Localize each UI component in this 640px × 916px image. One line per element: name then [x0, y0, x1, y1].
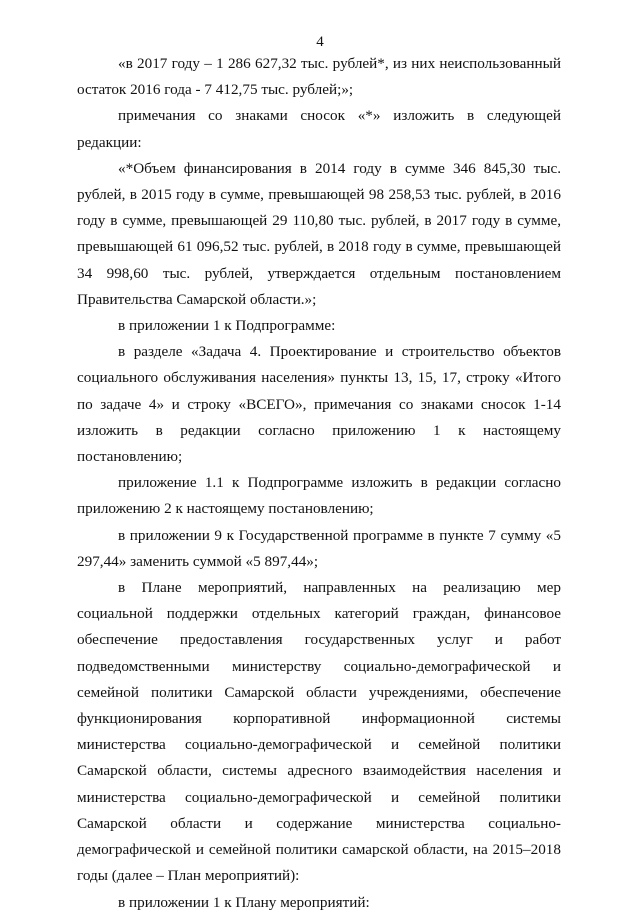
- paragraph-task-4-section: в разделе «Задача 4. Проектирование и строительство объектов социального обслуживания населения» пункты 13, 15, 17, строку «Итого по задаче 4» и строку «ВСЕГО», примечания со знаками сносок 1-14 изложить в редакции согласно приложению 1 к настоящему постановлению;: [77, 343, 561, 466]
- paragraph-appendix-1-1: приложение 1.1 к Подпрограмме изложить в редакции согласно приложению 2 к настоящему постановлению;: [77, 474, 561, 518]
- paragraph-footnote-notes: примечания со знаками сносок «*» изложить в следующей редакции:: [77, 107, 561, 151]
- paragraph-footnote-text: «*Объем финансирования в 2014 году в сумме 346 845,30 тыс. рублей, в 2015 году в сумме, превышающей 98 258,53 тыс. рублей, в 2016 году в сумме, превышающей 29 110,80 тыс. рублей, в 2017 году в сумме, превышающей 61 096,52 тыс. рублей, в 2018 году в сумме, превышающей 34 998,60 тыс. рублей, утверждается отдельным постановлением Правительства Самарской области.»;: [77, 159, 561, 308]
- paragraph-appendix-1-subprogram: в приложении 1 к Подпрограмме:: [118, 317, 336, 335]
- paragraph-appendix-9: в приложении 9 к Государственной программе в пункте 7 сумму «5 297,44» заменить суммой «5 897,44»;: [77, 526, 561, 570]
- page-number: 4: [316, 34, 324, 50]
- paragraph-action-plan: в Плане мероприятий, направленных на реализацию мер социальной поддержки отдельных категорий граждан, финансовое обеспечение предоставления государственных услуг и работ подведомственными министерству социально-демографической и семейной политики Самарской области учреждениями, обеспечение функционирования корпоративной информационной системы министерства социально-демографической и семейной политики Самарской области, системы адресного взаимодействия населения и министерства социально-демографической и семейной политики Самарской области и содержание министерства социально-демографической и семейной политики самарской области, на 2015–2018 годы (далее – План мероприятий):: [77, 579, 561, 885]
- paragraph-plan-appendix-1: в приложении 1 к Плану мероприятий:: [118, 893, 370, 911]
- paragraph-2017-funding: «в 2017 году – 1 286 627,32 тыс. рублей*, из них неиспользованный остаток 2016 года - 7 412,75 тыс. рублей;»;: [77, 55, 561, 99]
- document-body: [77, 51, 561, 916]
